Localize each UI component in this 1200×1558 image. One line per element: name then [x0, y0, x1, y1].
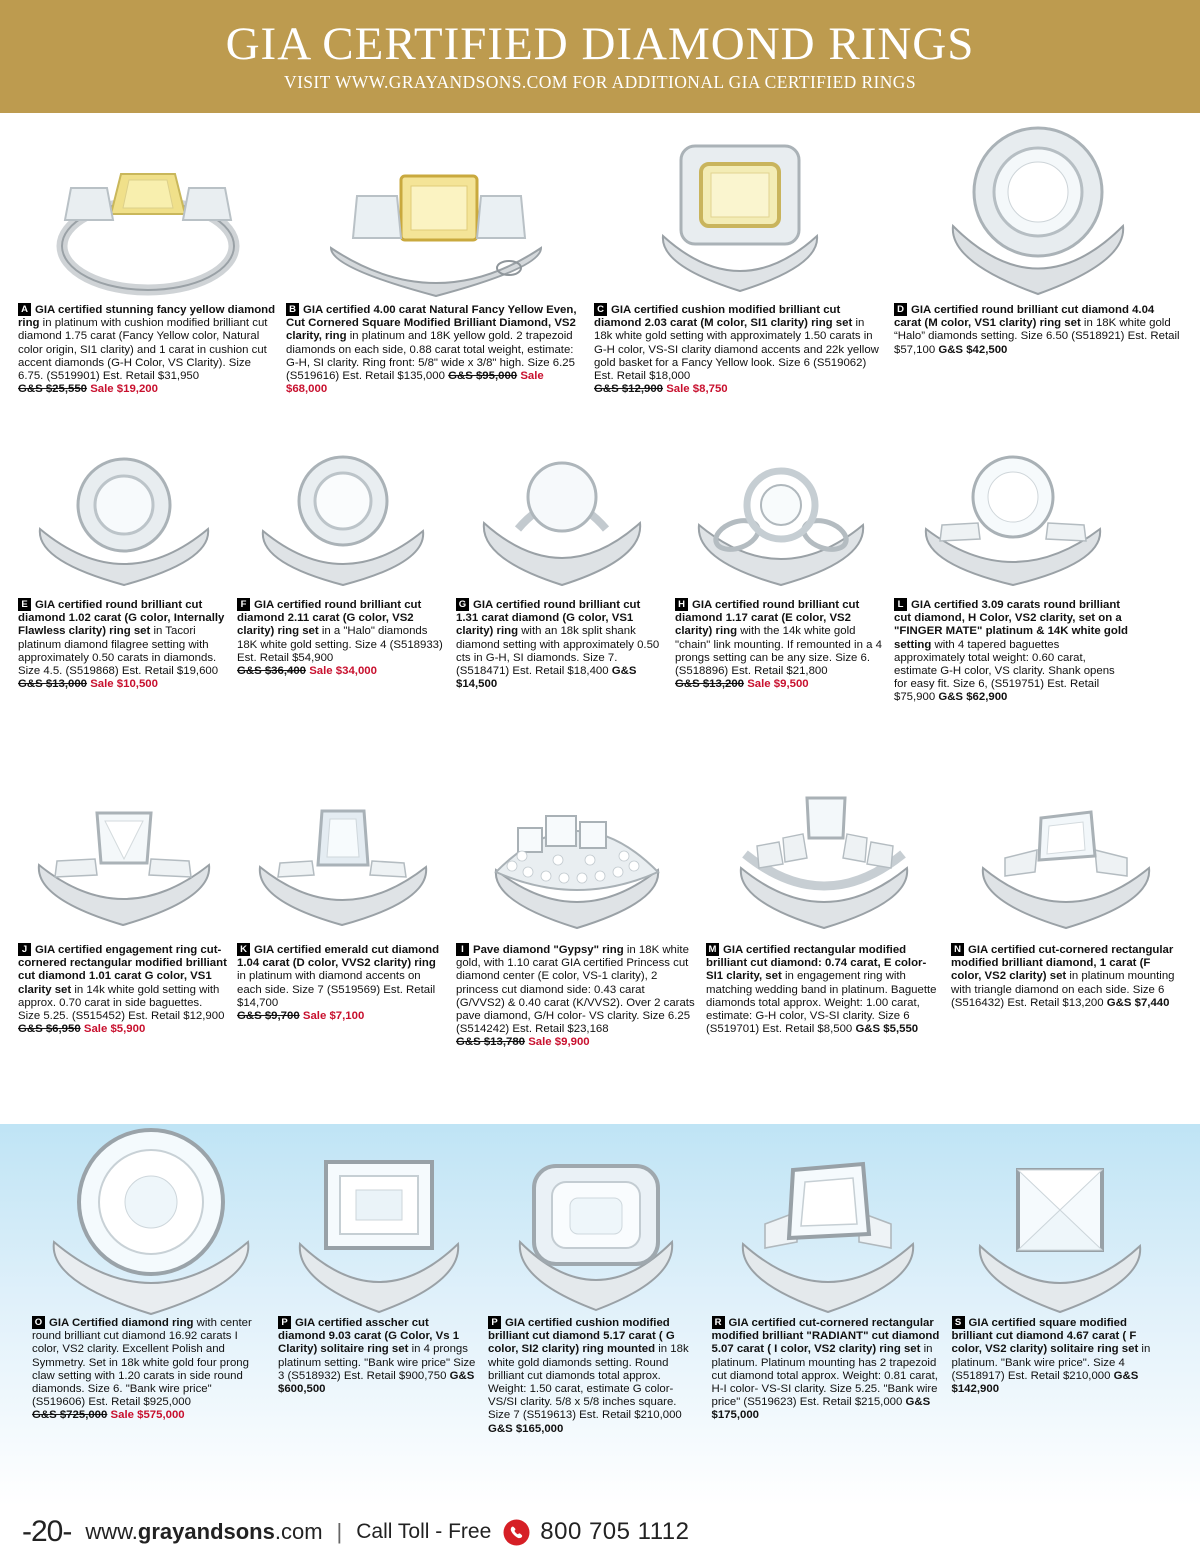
product-badge-k: K: [237, 943, 250, 956]
product-title-l: GIA certified 3.09 carats round brilliant cut diamond, H Color, VS2 clarity, set on a "FINGER MATE" platinum & 14K white gold setting: [894, 599, 1128, 651]
product-badge-l: L: [894, 598, 907, 611]
ring-image-e: [14, 438, 233, 598]
page-title: GIA CERTIFIED DIAMOND RINGS: [225, 17, 975, 70]
product-sale-price-h: Sale $9,500: [747, 678, 809, 691]
product-price-n: G&S $7,440: [1106, 996, 1170, 1009]
product-old-price-i: G&S $13,780: [456, 1036, 526, 1049]
large-round-solitaire-ring-illustration: [28, 1124, 274, 1316]
product-caption-k: [233, 943, 452, 1023]
product-badge-o: O: [32, 1316, 45, 1329]
product-card-c[interactable]: [590, 113, 890, 438]
product-caption-i: [452, 943, 702, 1050]
product-card-r[interactable]: [708, 1124, 948, 1506]
product-card-s[interactable]: [948, 1124, 1172, 1506]
product-sale-price-c: Sale $8,750: [666, 383, 728, 396]
product-title-i: Pave diamond "Gypsy" ring: [473, 944, 624, 956]
product-body-j: in 14k white gold setting with approx. 0.70 carat in side baguettes. Size 5.25. (S515452) Est. Retail $12,900: [18, 983, 225, 1023]
product-card-h[interactable]: [671, 438, 890, 768]
product-caption-l: [890, 598, 1136, 705]
product-old-price-c: G&S $12,900: [594, 383, 664, 396]
product-price-m: G&S $5,550: [855, 1023, 919, 1036]
product-title-p1: GIA certified asscher cut diamond 9.03 carat (G Color, Vs 1 Clarity) solitaire ring set: [278, 1317, 460, 1356]
product-sale-price-a: Sale $19,200: [90, 383, 158, 396]
product-card-e[interactable]: [14, 438, 233, 768]
product-card-n[interactable]: [947, 768, 1186, 1103]
emerald-cut-ring-illustration: [240, 773, 445, 938]
product-title-k: GIA certified emerald cut diamond 1.04 carat (D color, VVS2 clarity) ring: [237, 944, 440, 970]
product-caption-j: [14, 943, 233, 1036]
page-number: -20-: [22, 1515, 72, 1548]
product-title-b: GIA certified 4.00 carat Natural Fancy Yellow Even, Cut Cornered Square Modified Brilliant Diamond, VS2 clarity, ring: [286, 304, 577, 343]
ring-image-o: [28, 1124, 274, 1316]
product-old-price-a: G&S $25,550: [18, 383, 88, 396]
product-body-n: in platinum mounting with triangle diamond on each side. Size 6 (S516432) Est. Retail $13,200: [951, 970, 1175, 1009]
product-card-g[interactable]: [452, 438, 671, 768]
product-row-2: [0, 438, 1200, 768]
product-body-h: with the 14k white gold "chain" link mounting. If remounted in a 4 prongs setting can be any size. Size 6. (S518896) Est. Retail $21,800: [675, 625, 882, 678]
ring-image-g: [452, 438, 671, 598]
product-old-price-o: G&S $725,000: [32, 1409, 108, 1422]
product-body-k: in platinum with diamond accents on each side. Size 7 (S519569) Est. Retail $14,700: [237, 970, 436, 1009]
product-card-l[interactable]: [890, 438, 1136, 768]
product-badge-d: D: [894, 303, 907, 316]
product-price-p1: G&S $600,500: [278, 1369, 475, 1396]
product-price-r: G&S $175,000: [711, 1396, 931, 1422]
product-body-e: in Tacori platinum diamond filagree setting with approximately 0.50 carats in diamonds. Size 4.5. (S519868) Est. Retail $19,600: [18, 625, 219, 678]
product-badge-e: E: [18, 598, 31, 611]
product-card-k[interactable]: [233, 768, 452, 1103]
website-suffix: .com: [274, 1519, 323, 1544]
ring-image-k: [233, 768, 452, 943]
product-caption-p2: [484, 1316, 708, 1436]
ring-image-d: [890, 113, 1186, 303]
product-title-e: GIA certified round brilliant cut diamond 1.02 carat (G color, Internally Flawless clarity) ring set: [18, 599, 225, 638]
product-card-p2[interactable]: [484, 1124, 708, 1506]
product-body-l: with 4 tapered baguettes approximately total weight: 0.60 carat, estimate G-H color, VS clarity. Shank opens for easy fit. Size 6, (S519751) Est. Retail $75,900: [894, 638, 1115, 704]
product-card-d[interactable]: [890, 113, 1186, 438]
square-modified-brilliant-ring-illustration: [950, 1124, 1170, 1316]
product-row-1: [0, 113, 1200, 438]
product-sale-price-b: Sale $68,000: [286, 370, 544, 396]
product-badge-g: G: [456, 598, 469, 611]
product-title-p2: GIA certified cushion modified brilliant cut diamond 5.17 carat ( G color, SI2 clarity) ring mounted: [488, 1317, 675, 1356]
product-caption-h: [671, 598, 890, 691]
product-body-d: in 18K white gold “Halo” diamonds setting. Size 6.50 (S518921) Est. Retail $57,100: [894, 317, 1180, 356]
product-old-price-f: G&S $36,400: [237, 665, 307, 678]
three-stone-yellow-ring-illustration: [33, 118, 263, 298]
product-title-n: GIA certified cut-cornered rectangular modified brilliant diamond, 1 carat (F color, VS2 clarity) set: [951, 944, 1174, 983]
ring-image-f: [233, 438, 452, 598]
ring-image-p2: [484, 1124, 708, 1316]
ring-image-a: [14, 113, 282, 303]
website-brand: grayandsons: [137, 1519, 275, 1544]
radiant-cut-trapezoid-ring-illustration: [713, 1124, 943, 1316]
product-title-a: GIA certified stunning fancy yellow diamond ring: [18, 304, 276, 330]
engagement-and-band-set-illustration: [717, 772, 932, 940]
ring-image-p1: [274, 1124, 484, 1316]
product-body-s: in platinum. "Bank wire price". Size 4 (S518917) Est. Retail $210,000: [951, 1343, 1151, 1382]
product-title-o: GIA Certified diamond ring: [49, 1317, 194, 1329]
finger-mate-baguette-ring-illustration: [908, 443, 1118, 593]
tacori-halo-ring-illustration: [24, 443, 224, 593]
ring-image-n: [947, 768, 1186, 943]
call-toll-free-label: Call Toll - Free: [356, 1520, 492, 1543]
product-card-i[interactable]: [452, 768, 702, 1103]
product-body-b: in platinum and 18K yellow gold. 2 trapezoid diamonds on each side, 0.88 carat total weight, estimate: G-H, SI clarity. Ring front: 5/8" wide x 3/8" high. Size 6.25 (S519616) Est. Retail $135,000: [286, 330, 575, 383]
product-badge-s: S: [952, 1316, 965, 1329]
page-subtitle: VISIT WWW.GRAYANDSONS.COM FOR ADDITIONAL GIA CERTIFIED RINGS: [284, 71, 916, 92]
product-caption-e: [14, 598, 233, 691]
product-body-p1: in 4 prongs platinum setting. "Bank wire price" Size 3 (S518932) Est. Retail $900,750: [278, 1343, 476, 1382]
product-caption-r: [708, 1316, 948, 1423]
cushion-pave-ring-illustration: [486, 1124, 706, 1316]
product-caption-m: [702, 943, 947, 1036]
product-price-d: G&S $42,500: [938, 343, 1008, 356]
product-title-m: GIA certified rectangular modified brilliant cut diamond: 0.74 carat, E color- SI1 clarity, set: [706, 944, 927, 983]
product-title-d: GIA certified round brilliant cut diamond 4.04 carat (M color, VS1 clarity) ring set: [894, 304, 1155, 330]
product-caption-c: [590, 303, 890, 396]
product-title-g: GIA certified round brilliant cut 1.31 carat diamond (G color, VS1 clarity) ring: [456, 599, 641, 638]
product-badge-b: B: [286, 303, 299, 316]
product-badge-i: I: [456, 943, 469, 956]
product-title-f: GIA certified round brilliant cut diamond 2.11 carat (G color, VS2 clarity) ring set: [237, 599, 422, 638]
fancy-yellow-three-stone-ring-illustration: [301, 118, 571, 298]
product-body-g: with an 18k split shank diamond setting with approximately 0.50 cts in G-H, SI diamonds. Size 7. (S518471) Est. Retail $18,400: [456, 625, 660, 678]
product-badge-f: F: [237, 598, 250, 611]
split-shank-ring-illustration: [462, 443, 662, 593]
ring-image-j: [14, 768, 233, 943]
phone-icon: [503, 1519, 530, 1546]
product-caption-s: [948, 1316, 1172, 1396]
product-badge-n: N: [951, 943, 964, 956]
product-row-4: [0, 1124, 1200, 1506]
product-caption-d: [890, 303, 1186, 357]
product-caption-g: [452, 598, 671, 691]
product-badge-h: H: [675, 598, 688, 611]
product-body-p2: in 18k white gold diamonds setting. Round brilliant cut diamonds total approx. Weight: 1.50 carat, estimate G color- VS/SI clarity. 5/8 x 5/8 inches square. Size 7 (S519613) Est. Retail $210,000: [488, 1343, 689, 1422]
product-card-o[interactable]: [28, 1124, 274, 1506]
product-sale-price-o: Sale $575,000: [110, 1409, 185, 1422]
product-card-j[interactable]: [14, 768, 233, 1103]
product-badge-a: A: [18, 303, 31, 316]
product-body-r: in platinum. Platinum mounting has 2 trapezoid cut diamond total approx. Weight: 0.81 carat, H-I color- VS-SI clarity. Size 5.25. "Bank wire price" (S519623) Est. Retail $215,000: [711, 1343, 938, 1409]
product-body-f: in a "Halo" diamonds 18K white gold setting. Size 4 (S518933) Est. Retail $54,900: [237, 625, 443, 664]
product-card-a[interactable]: [14, 113, 282, 438]
product-badge-j: J: [18, 943, 31, 956]
product-title-h: GIA certified round brilliant cut diamond 1.17 carat (E color, VS2 clarity) ring: [675, 599, 860, 638]
footer-divider: |: [336, 1519, 343, 1544]
product-title-s: GIA certified square modified brilliant cut diamond 4.67 carat ( F color, VS2 clarity) solitaire ring set: [951, 1317, 1139, 1356]
website-url[interactable]: [85, 1519, 322, 1545]
ring-image-h: [671, 438, 890, 598]
princess-cut-baguette-ring-illustration: [21, 773, 226, 938]
chain-link-ring-illustration: [681, 443, 881, 593]
halo-ring-illustration-f: [243, 443, 443, 593]
product-title-c: GIA certified cushion modified brilliant cut diamond 2.03 carat (M color, SI1 clarity) ring set: [594, 304, 853, 330]
ring-image-i: [452, 768, 702, 943]
product-old-price-k: G&S $9,700: [237, 1010, 300, 1023]
radiant-triangle-side-ring-illustration: [959, 772, 1174, 940]
product-card-f[interactable]: [233, 438, 452, 768]
product-body-m: in engagement ring with matching wedding band in platinum. Baguette diamonds total approx. Weight: 1.00 carat, estimate: G-H color, VS-SI clarity. Size 6 (S519701) Est. Retail $8,500: [706, 970, 937, 1036]
ring-image-s: [948, 1124, 1172, 1316]
product-price-l: G&S $62,900: [938, 691, 1008, 704]
ring-image-b: [282, 113, 590, 303]
product-sale-price-e: Sale $10,500: [90, 678, 158, 691]
product-badge-r: R: [712, 1316, 725, 1329]
product-caption-n: [947, 943, 1186, 1010]
ring-image-c: [590, 113, 890, 303]
product-caption-f: [233, 598, 452, 678]
product-sale-price-i: Sale $9,900: [528, 1036, 590, 1049]
product-card-p1[interactable]: [274, 1124, 484, 1506]
pave-gypsy-ring-illustration: [462, 772, 692, 940]
product-old-price-h: G&S $13,200: [675, 678, 745, 691]
product-price-p2: G&S $165,000: [488, 1422, 564, 1435]
product-caption-a: [14, 303, 282, 396]
cushion-halo-ring-illustration: [615, 116, 865, 301]
product-sale-price-k: Sale $7,100: [302, 1010, 365, 1023]
phone-number[interactable]: 800 705 1112: [540, 1518, 690, 1545]
product-card-b[interactable]: [282, 113, 590, 438]
product-badge-p1: P: [278, 1316, 291, 1329]
product-caption-b: [282, 303, 590, 396]
product-price-g: G&S $14,500: [456, 665, 637, 691]
product-badge-m: M: [706, 943, 719, 956]
ring-image-l: [890, 438, 1136, 598]
round-halo-ring-illustration: [913, 116, 1163, 301]
product-body-i: in 18K white gold, with 1.10 carat GIA certified Princess cut diamond center (E color, VS-1 clarity), 2 princess cut diamond side: 0.43 carat (G/VVS2) & 0.40 carat (K/VVS2). Over 2 carats pave diamond, G/H color- VS clarity. Size 6.25 (S514242) Est. Retail $23,168: [456, 944, 695, 1036]
product-badge-p2: P: [488, 1316, 501, 1329]
product-caption-o: [28, 1316, 274, 1423]
product-title-r: GIA certified cut-cornered rectangular modified brilliant "RADIANT" cut diamond 5.07 carat ( I color, VS2 clarity) ring set: [711, 1317, 940, 1356]
product-sale-price-f: Sale $34,000: [309, 665, 377, 678]
page-footer: [0, 1506, 1200, 1558]
product-body-a: in platinum with cushion modified brilliant cut diamond 1.75 carat (Fancy Yellow color, Natural color origin, SI1 clarity) and 1 carat in cushion cut accent diamonds (G-H Color, VS Clarity). Size 6.75. (S519901) Est. Retail $31,950: [18, 317, 268, 383]
product-old-price-e: G&S $13,000: [18, 678, 88, 691]
product-price-s: G&S $142,900: [951, 1369, 1139, 1396]
ring-image-m: [702, 768, 947, 943]
page-header: [0, 0, 1200, 113]
product-card-m[interactable]: [702, 768, 947, 1103]
asscher-cut-solitaire-ring-illustration: [274, 1124, 484, 1316]
product-caption-p1: [274, 1316, 484, 1396]
product-old-price-j: G&S $6,950: [18, 1023, 81, 1036]
product-sale-price-j: Sale $5,900: [83, 1023, 146, 1036]
product-body-o: with center round brilliant cut diamond 16.92 carats I color, VS2 clarity. Excellent Polish and Symmetry. Set in 18k white gold four prong claw setting with 1.20 carats in side round diamonds. Size 6. "Bank wire price" (S519606) Est. Retail $925,000: [32, 1317, 252, 1409]
website-prefix: www.: [85, 1519, 138, 1544]
product-body-c: in 18k white gold setting with approximately 1.50 carats in G-H color, VS-SI clarity diamond accents and 22k yellow gold basket for a Fancy Yellow look. Size 6 (S519062) Est. Retail $18,000: [594, 317, 879, 383]
product-old-price-b: G&S $95,000: [448, 370, 518, 383]
ring-image-r: [708, 1124, 948, 1316]
product-row-3: [0, 768, 1200, 1103]
product-title-j: GIA certified engagement ring cut-cornered rectangular modified brilliant cut diamond 1.01 carat G color, VS1 clarity set: [18, 944, 227, 996]
product-badge-c: C: [594, 303, 607, 316]
